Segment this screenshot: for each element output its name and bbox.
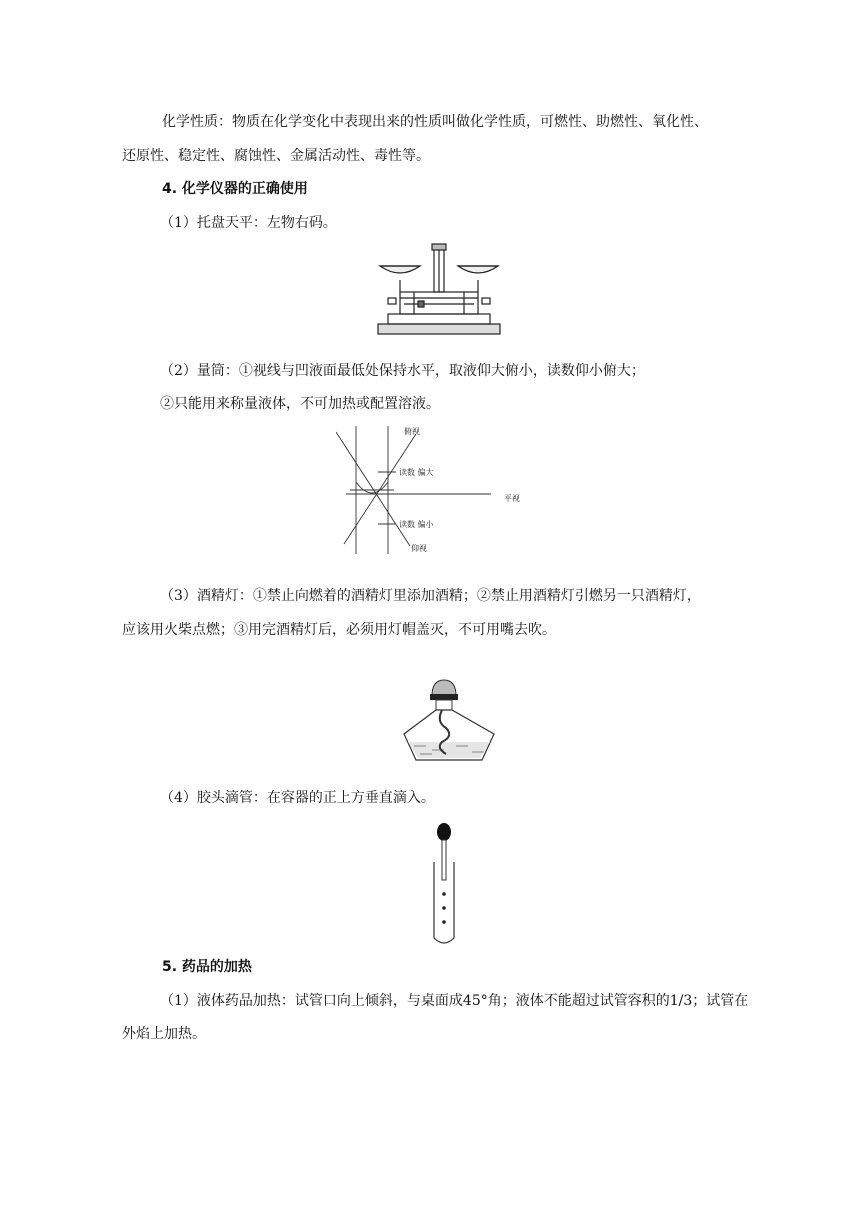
section-heading-5: 5. 药品的加热 <box>162 959 252 975</box>
heating-text-1: （1）液体药品加热：试管口向上倾斜，与桌面成45°角；液体不能超过试管容积的1/3；试管在 <box>160 993 749 1009</box>
balance-figure <box>374 240 504 340</box>
dropper-figure <box>424 818 464 948</box>
label-look-down: 俯视 <box>404 427 420 436</box>
label-look-up: 仰视 <box>411 544 427 553</box>
cylinder-reading-diagram <box>336 424 536 559</box>
label-level-view: 平视 <box>504 494 520 503</box>
cylinder-text-1: （2）量筒：①视线与凹液面最低处保持水平，取液仰大俯小，读数仰小俯大； <box>160 363 645 379</box>
cylinder-text-2: ②只能用来称量液体，不可加热或配置溶液。 <box>160 396 440 412</box>
lamp-text-1: （3）酒精灯：①禁止向燃着的酒精灯里添加酒精；②禁止用酒精灯引燃另一只酒精灯， <box>160 588 701 604</box>
heating-text-2: 外焰上加热。 <box>122 1026 206 1042</box>
label-reading-low: 读数 偏小 <box>399 520 434 529</box>
balance-text: （1）托盘天平：左物右码。 <box>160 215 337 231</box>
chemical-property-line-1: 化学性质：物质在化学变化中表现出来的性质叫做化学性质，可燃性、助燃性、氧化性、 <box>162 114 708 130</box>
label-reading-high: 读数 偏大 <box>399 468 434 477</box>
chemical-property-line-2: 还原性、稳定性、腐蚀性、金属活动性、毒性等。 <box>122 148 430 164</box>
dropper-text: （4）胶头滴管：在容器的正上方垂直滴入。 <box>160 790 435 806</box>
section-heading-4: 4. 化学仪器的正确使用 <box>162 181 308 197</box>
alcohol-lamp-figure <box>396 666 502 770</box>
lamp-text-2: 应该用火柴点燃；③用完酒精灯后，必须用灯帽盖灭，不可用嘴去吹。 <box>122 622 556 638</box>
